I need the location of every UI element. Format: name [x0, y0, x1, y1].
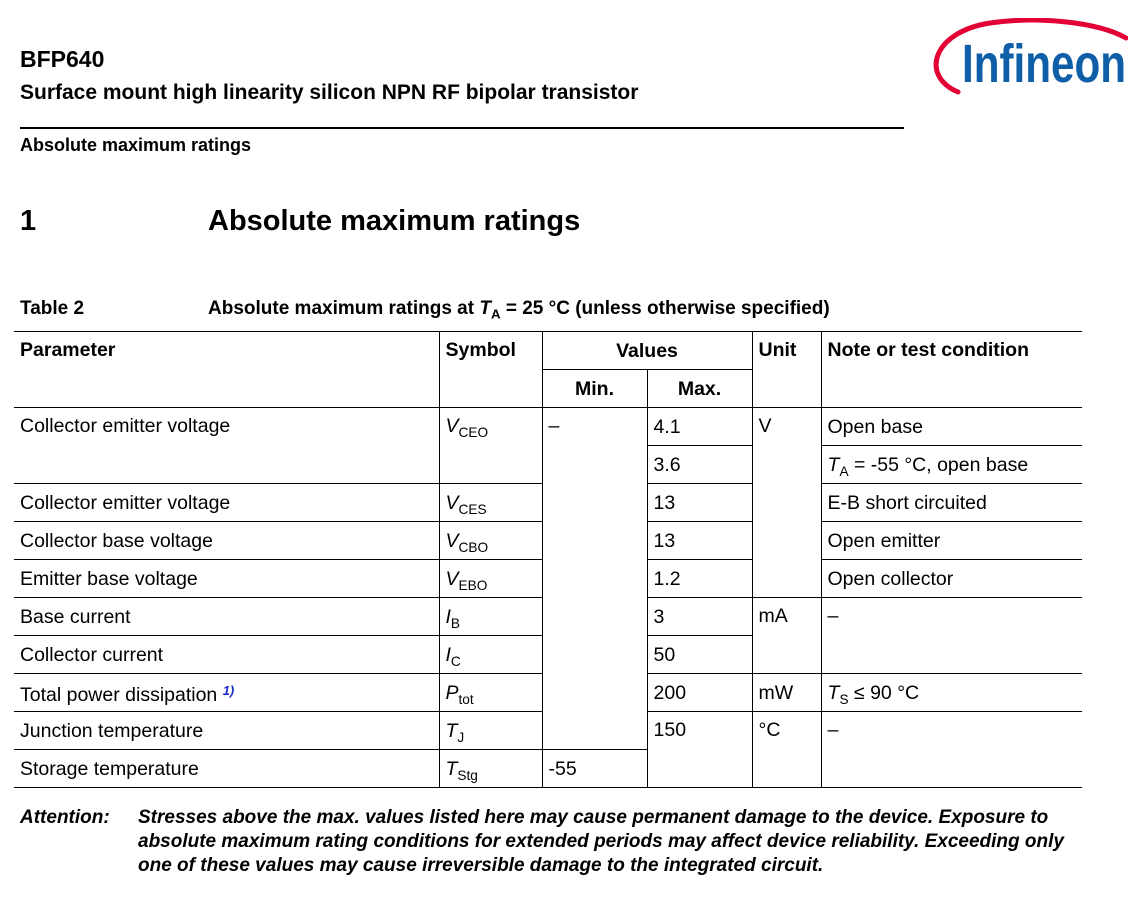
table-row: [14, 408, 1082, 446]
header-values: Values: [542, 332, 752, 370]
unit-cell: °C: [752, 712, 821, 788]
footnote-ref[interactable]: 1): [222, 682, 235, 698]
symbol-cell: $T_J$: [439, 712, 542, 750]
note-cell: $T_S \le 90$ °C: [821, 674, 1082, 712]
max-cell: 3: [647, 598, 752, 636]
symbol-cell: $V_{CES}$: [439, 484, 542, 522]
attention-label: Attention:: [20, 807, 110, 828]
attention-text: Stresses above the max. values listed here may cause permanent damage to the device. Exposure to absolute maximum rating conditions for extended periods may affect device reliability. Exceeding only one of these values may cause irreversible damage to the integrated circuit.: [138, 807, 1064, 876]
unit-cell: V: [752, 408, 821, 598]
max-cell: 13: [647, 484, 752, 522]
param-cell: Collector base voltage: [14, 522, 439, 560]
header-min: Min.: [542, 370, 647, 408]
param-cell: Emitter base voltage: [14, 560, 439, 598]
symbol-cell: $I_C$: [439, 636, 542, 674]
unit-cell: mA: [752, 598, 821, 674]
svg-text:Infineon: Infineon: [962, 34, 1126, 94]
symbol-cell: $T_{Stg}$: [439, 750, 542, 788]
max-cell: 4.1: [647, 408, 752, 446]
table-caption: Absolute maximum ratings at $T_A = 25$ °C (unless otherwise specified): [208, 298, 830, 322]
product-subtitle: Surface mount high linearity silicon NPN RF bipolar transistor: [20, 81, 639, 104]
min-cell: –: [542, 408, 647, 750]
header-unit: Unit: [752, 332, 821, 408]
note-cell: Open collector: [821, 560, 1082, 598]
running-section-title: Absolute maximum ratings: [20, 135, 252, 155]
symbol-cell: $P_{tot}$: [439, 674, 542, 712]
note-cell: E-B short circuited: [821, 484, 1082, 522]
symbol-cell: $V_{EBO}$: [439, 560, 542, 598]
max-cell: 1.2: [647, 560, 752, 598]
note-cell: –: [821, 712, 1082, 788]
param-cell: Collector emitter voltage: [14, 484, 439, 522]
symbol-cell: $I_B$: [439, 598, 542, 636]
header-rule: [20, 127, 904, 129]
param-cell: Storage temperature: [14, 750, 439, 788]
header-parameter: Parameter: [14, 332, 439, 408]
unit-cell: mW: [752, 674, 821, 712]
note-cell: Open emitter: [821, 522, 1082, 560]
param-cell: Junction temperature: [14, 712, 439, 750]
min-cell: -55: [542, 750, 647, 788]
param-cell: Collector current: [14, 636, 439, 674]
infineon-logo: [928, 18, 1128, 100]
chapter-title: Absolute maximum ratings: [208, 205, 581, 237]
header-symbol: Symbol: [439, 332, 542, 408]
header-max: Max.: [647, 370, 752, 408]
max-cell: 50: [647, 636, 752, 674]
product-title: BFP640: [20, 46, 105, 72]
note-cell: $T_A = -55$ °C, open base: [821, 446, 1082, 484]
param-cell: Base current: [14, 598, 439, 636]
param-cell: Total power dissipation $^{1)}$: [14, 674, 439, 712]
symbol-cell: $V_{CEO}$: [439, 408, 542, 484]
table-label: Table 2: [20, 298, 85, 319]
chapter-number: 1: [20, 205, 37, 237]
symbol-cell: $V_{CBO}$: [439, 522, 542, 560]
note-cell: Open base: [821, 408, 1082, 446]
max-cell: 3.6: [647, 446, 752, 484]
header-note: Note or test condition: [821, 332, 1082, 408]
max-cell: 13: [647, 522, 752, 560]
param-cell: Collector emitter voltage: [14, 408, 439, 484]
table-header-row: [14, 332, 1082, 370]
note-cell: –: [821, 598, 1082, 674]
max-cell: 200: [647, 674, 752, 712]
ratings-table: [14, 331, 1082, 788]
max-cell: 150: [647, 712, 752, 788]
